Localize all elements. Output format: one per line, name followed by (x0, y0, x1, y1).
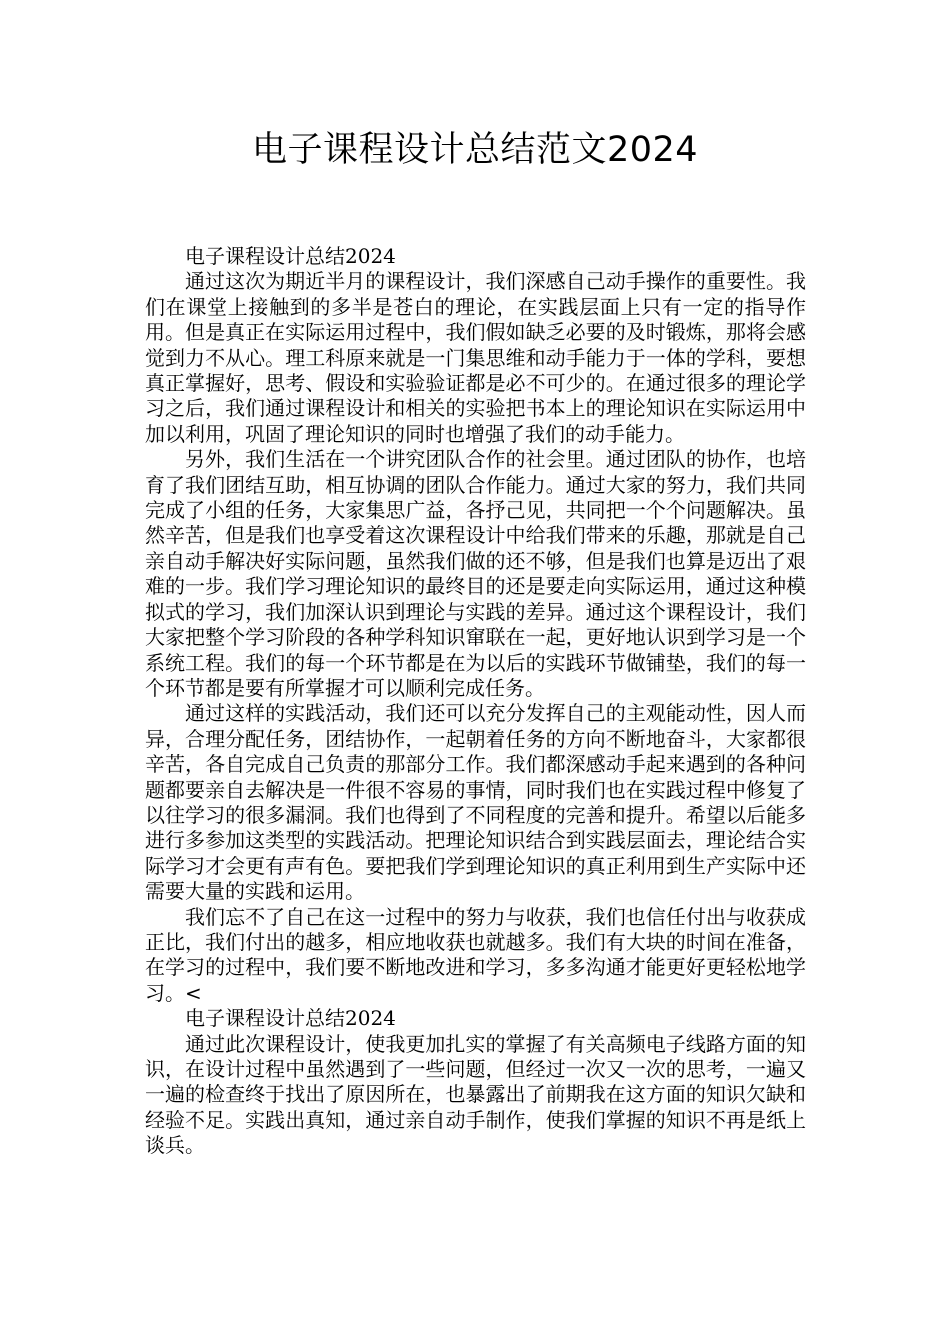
body-paragraph: 通过这次为期近半月的课程设计，我们深感自己动手操作的重要性。我们在课堂上接触到的多半是苍白的理论，在实践层面上只有一定的指导作用。但是真正在实际运用过程中，我们假如缺乏必要的及时锻炼，那将会感觉到力不从心。理工科原来就是一门集思维和动手能力于一体的学科，要想真正掌握好，思考、假设和实验验证都是必不可少的。在通过很多的理论学习之后，我们通过课程设计和相关的实验把书本上的理论知识在实际运用中加以利用，巩固了理论知识的同时也增强了我们的动手能力。 (145, 269, 806, 446)
document-body (145, 244, 806, 1159)
document-title: 电子课程设计总结范文2024 (251, 130, 699, 170)
body-paragraph: 我们忘不了自己在这一过程中的努力与收获，我们也信任付出与收获成正比，我们付出的越多，相应地收获也就越多。我们有大块的时间在准备，在学习的过程中，我们要不断地改进和学习，多多沟通才能更好更轻松地学习。< (145, 904, 806, 1005)
body-paragraph: 另外，我们生活在一个讲究团队合作的社会里。通过团队的协作，也培育了我们团结互助，相互协调的团队合作能力。通过大家的努力，我们共同完成了小组的任务，大家集思广益，各抒己见，共同把一个个问题解决。虽然辛苦，但是我们也享受着这次课程设计中给我们带来的乐趣，那就是自己亲自动手解决好实际问题，虽然我们做的还不够，但是我们也算是迈出了艰难的一步。我们学习理论知识的最终目的还是要走向实际运用，通过这种模拟式的学习，我们加深认识到理论与实践的差异。通过这个课程设计，我们大家把整个学习阶段的各种学科知识窜联在一起，更好地认识到学习是一个系统工程。我们的每一个环节都是在为以后的实践环节做铺垫，我们的每一个环节都是要有所掌握才可以顺利完成任务。 (145, 447, 806, 700)
section-heading: 电子课程设计总结2024 (185, 1006, 396, 1031)
body-paragraph: 通过此次课程设计，使我更加扎实的掌握了有关高频电子线路方面的知识，在设计过程中虽然遇到了一些问题，但经过一次又一次的思考，一遍又一遍的检查终于找出了原因所在，也暴露出了前期我在这方面的知识欠缺和经验不足。实践出真知，通过亲自动手制作，使我们掌握的知识不再是纸上谈兵。 (145, 1031, 806, 1158)
section-heading: 电子课程设计总结2024 (185, 244, 396, 268)
body-paragraph: 通过这样的实践活动，我们还可以充分发挥自己的主观能动性，因人而异，合理分配任务，团结协作，一起朝着任务的方向不断地奋斗，大家都很辛苦，各自完成自己负责的那部分工作。我们都深感动手起来遇到的各种问题都要亲自去解决是一件很不容易的事情，同时我们也在实践过程中修复了以往学习的很多漏洞。我们也得到了不同程度的完善和提升。希望以后能多进行多参加这类型的实践活动。把理论知识结合到实践层面去，理论结合实际学习才会更有声有色。要把我们学到理论知识的真正利用到生产实际中还需要大量的实践和运用。 (145, 701, 806, 904)
